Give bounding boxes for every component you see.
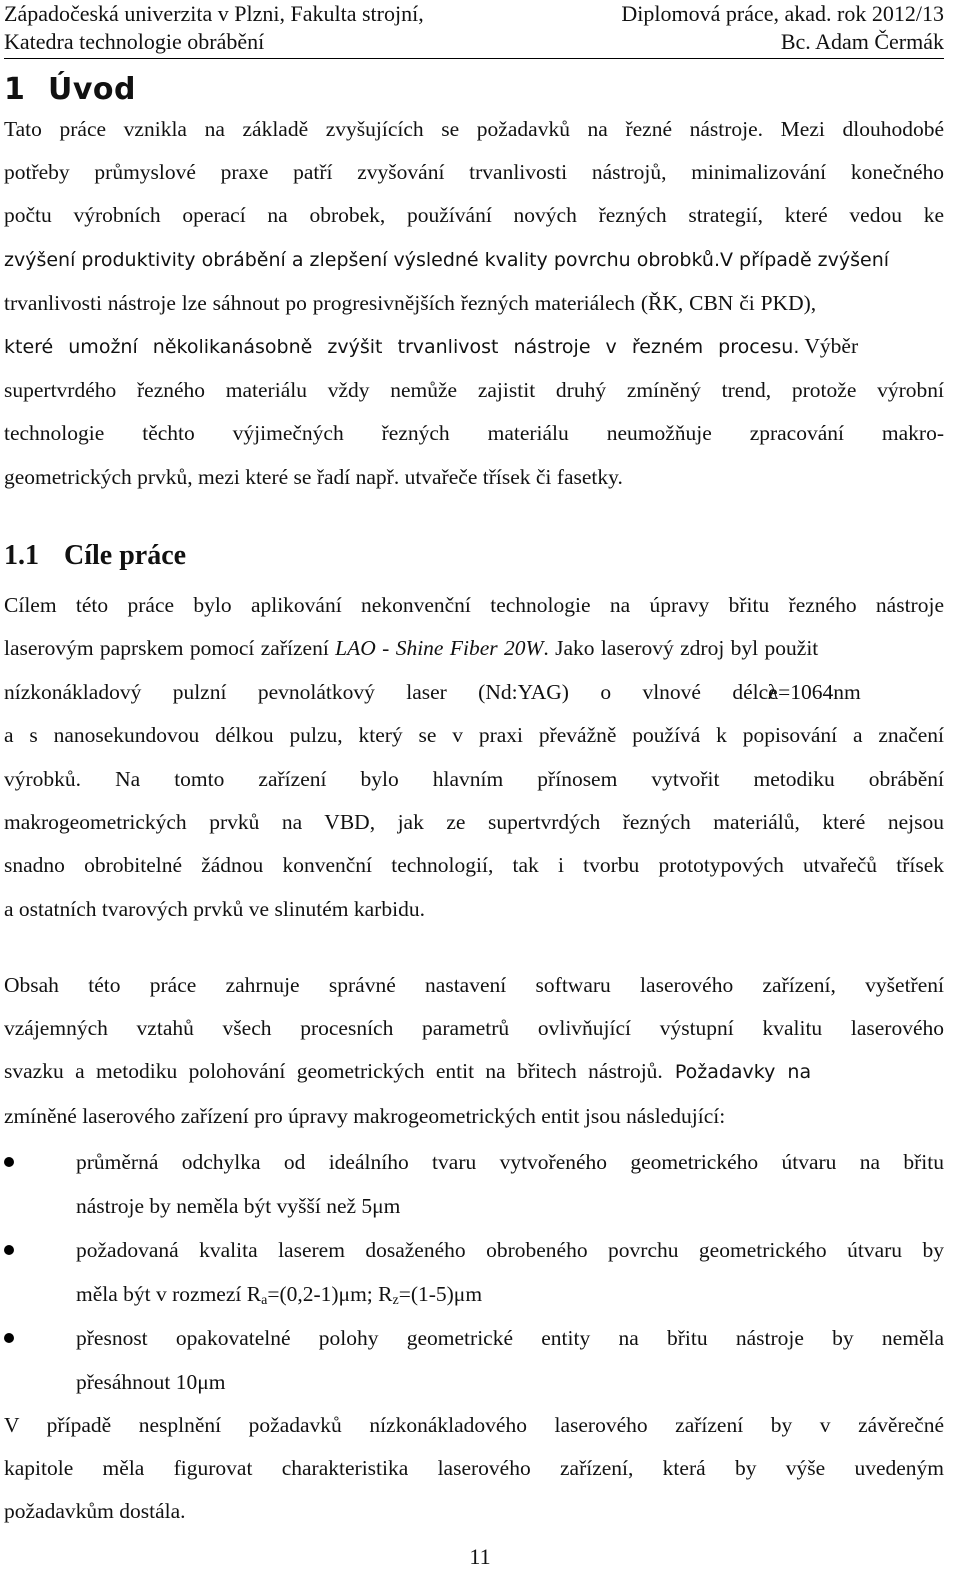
text-run: měla být v rozmezí R <box>76 1282 262 1306</box>
paragraph-line: zmíněné laserového zařízení pro úpravy makrogeometrických entit jsou následující: <box>4 1103 726 1128</box>
paragraph-line: a ostatních tvarových prvků ve slinutém karbidu. <box>4 896 425 921</box>
chapter-heading <box>4 72 136 107</box>
header-university: Západočeská univerzita v Plzni, Fakulta strojní, <box>4 1 424 26</box>
list-item-line-mixed <box>76 1272 944 1316</box>
paragraph-line: supertvrdého řezného materiálu vždy nemůže zajistit druhý zmíněný trend, protože výrobní <box>4 378 944 403</box>
paragraph-line-mixed <box>4 238 944 282</box>
subscript: z <box>392 1293 399 1308</box>
list-item-line: nástroje by neměla být vyšší než 5μm <box>76 1194 401 1218</box>
text-run: laserovým paprskem pomocí zařízení <box>4 636 336 661</box>
goals-paragraph <box>4 584 944 931</box>
list-item <box>0 1140 944 1228</box>
paragraph-line-mixed <box>4 627 944 670</box>
paragraph-line: V případě nesplnění požadavků nízkonákladového laserového zařízení by v závěrečné <box>4 1413 944 1437</box>
text-run: zvýšení produktivity obrábění a zlepšení výsledné kvality povrchu obrobků. <box>4 248 720 271</box>
paragraph-line: potřeby průmyslové praxe patří zvyšování trvanlivosti nástrojů, minimalizování konečného <box>4 160 944 185</box>
header-author: Bc. Adam Čermák <box>780 29 944 54</box>
list-item-line: průměrná odchylka od ideálního tvaru vytvořeného geometrického útvaru na břitu <box>76 1150 944 1174</box>
text-run: nízkonákladový pulzní pevnolátkový laser (Nd:YAG) o vlnové délce <box>4 679 778 704</box>
page-number: 11 <box>469 1544 491 1569</box>
paragraph-line: geometrických prvků, mezi které se řadí např. utvařeče třísek či fasetky. <box>4 464 623 489</box>
list-item <box>0 1228 944 1316</box>
text-run: Požadavky na <box>662 1061 812 1084</box>
requirements-list <box>0 1140 944 1404</box>
section-heading <box>4 540 186 572</box>
wavelength: λ=1064nm <box>767 679 861 704</box>
paragraph-line: Obsah této práce zahrnuje správné nastavení softwaru laserového zařízení, vyšetření <box>4 973 944 997</box>
text-run: Výběr <box>804 334 859 359</box>
paragraph-line: trvanlivosti nástroje lze sáhnout po progresivnějších řezných materiálech (ŘK, CBN či PKD), <box>4 290 817 315</box>
section-number: 1.1 <box>4 540 39 571</box>
paragraph-line: Cílem této práce bylo aplikování nekonvenční technologie na úpravy břitu řezného nástroje <box>4 593 944 617</box>
paragraph-line: vzájemných vztahů všech procesních parametrů ovlivňující výstupní kvalitu laserového <box>4 1016 944 1041</box>
list-item-line: přesáhnout 10μm <box>76 1370 226 1394</box>
intro-paragraph <box>4 108 944 499</box>
list-item <box>0 1316 944 1404</box>
text-run: které umožní několikanásobně zvýšit trvanlivost nástroje v řezném procesu. <box>4 336 800 359</box>
chapter-title: Úvod <box>48 72 137 107</box>
paragraph-line: technologie těchto výjimečných řezných materiálu neumožňuje zpracování makro- <box>4 421 944 446</box>
device-name: LAO - Shine Fiber 20W <box>335 636 544 661</box>
list-item-line: požadovaná kvalita laserem dosaženého obrobeného povrchu geometrického útvaru by <box>76 1238 944 1262</box>
text-run: V případě zvýšení <box>720 248 890 271</box>
paragraph-line: počtu výrobních operací na obrobek, používání nových řezných strategií, které vedou ke <box>4 203 944 228</box>
bullet-icon <box>4 1157 14 1167</box>
paragraph-line-mixed <box>4 1050 944 1094</box>
paragraph-line: Tato práce vznikla na základě zvyšujících se požadavků na řezné nástroje. Mezi dlouhodobé <box>4 117 944 141</box>
paragraph-line: a s nanosekundovou délkou pulzu, který se v praxi převážně používá k popisování a značení <box>4 723 944 748</box>
header-department: Katedra technologie obrábění <box>4 29 265 54</box>
text-run: =(1-5)μm <box>398 1282 483 1306</box>
header-thesis-info: Diplomová práce, akad. rok 2012/13 <box>621 1 944 26</box>
text-run: . Jako laserový zdroj byl použit <box>543 636 819 661</box>
paragraph-line: požadavkům dostála. <box>4 1499 186 1523</box>
paragraph-line: výrobků. Na tomto zařízení bylo hlavním přínosem vytvořit metodiku obrábění <box>4 766 944 791</box>
subscript: a <box>261 1293 268 1308</box>
header-divider <box>4 58 944 59</box>
bullet-icon <box>4 1245 14 1255</box>
text-run: svazku a metodiku polohování geometrických entit na břitech nástrojů. <box>4 1059 663 1084</box>
chapter-number: 1 <box>4 72 26 107</box>
list-item-line: přesnost opakovatelné polohy geometrické entity na břitu nástroje by neměla <box>76 1326 944 1350</box>
section-title: Cíle práce <box>64 540 187 571</box>
paragraph-line-mixed <box>4 325 944 369</box>
paragraph-line: kapitole měla figurovat charakteristika laserového zařízení, která by výše uvedeným <box>4 1456 944 1480</box>
paragraph-line: snadno obrobitelné žádnou konvenční technologií, tak i tvorbu prototypových utvařečů třísek <box>4 853 944 878</box>
paragraph-line: makrogeometrických prvků na VBD, jak ze supertvrdých řezných materiálů, které nejsou <box>4 810 944 835</box>
paragraph-line-mixed <box>4 671 944 714</box>
page-header-line-2 <box>4 30 944 54</box>
bullet-icon <box>4 1333 14 1343</box>
content-paragraph <box>4 964 944 1138</box>
page-header-line-1 <box>4 2 944 26</box>
text-run: =(0,2-1)μm; R <box>267 1282 393 1306</box>
final-paragraph <box>4 1404 944 1533</box>
